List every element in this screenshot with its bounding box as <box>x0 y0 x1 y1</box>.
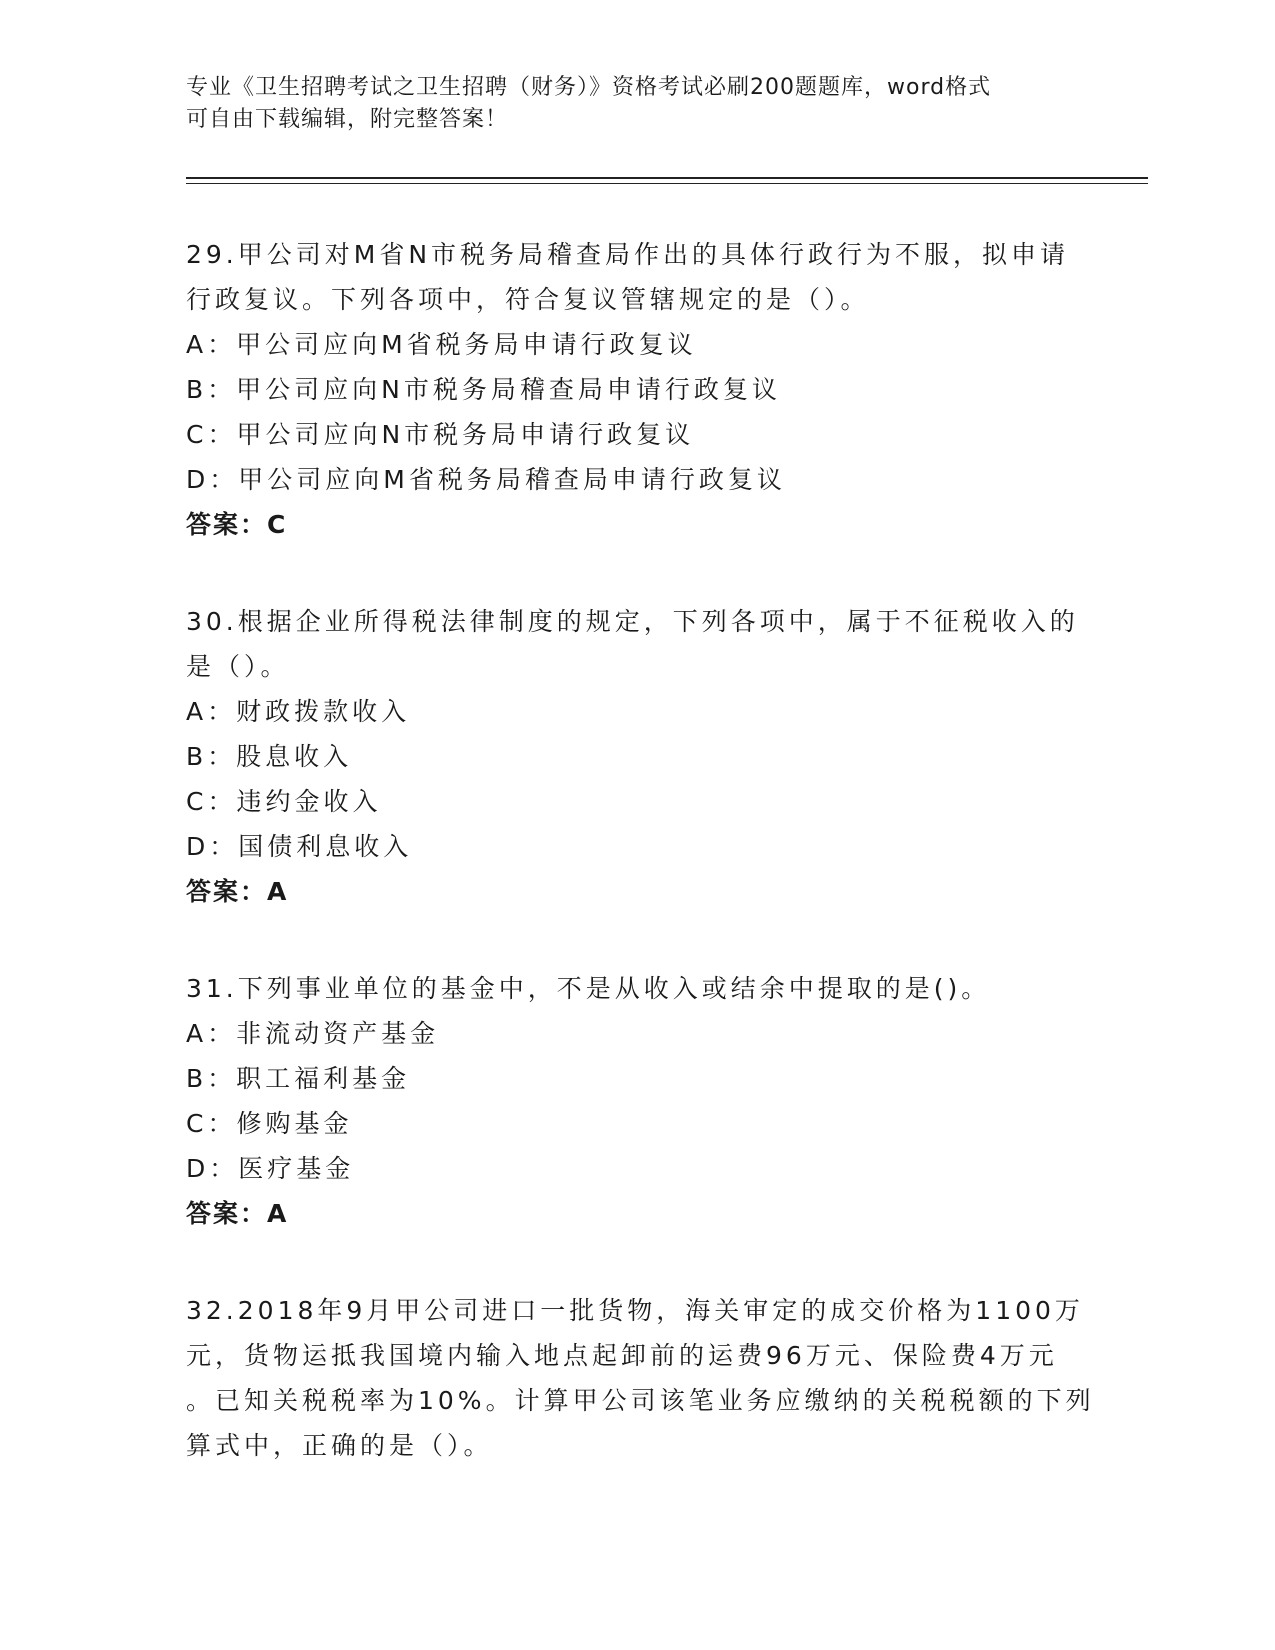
question-29 <box>186 232 1086 547</box>
option-a: A：甲公司应向M省税务局申请行政复议 <box>186 330 697 359</box>
question-text: 算式中，正确的是（）。 <box>186 1431 493 1460</box>
question-text: 31.下列事业单位的基金中，不是从收入或结余中提取的是()。 <box>186 974 991 1003</box>
option-d: D：甲公司应向M省税务局稽查局申请行政复议 <box>186 465 786 494</box>
option-c: C：甲公司应向N市税务局申请行政复议 <box>186 420 695 449</box>
question-text: 29.甲公司对M省N市税务局稽查局作出的具体行政行为不服，拟申请 <box>186 240 1070 269</box>
option-a: A：财政拨款收入 <box>186 697 411 726</box>
answer: 答案：C <box>186 510 288 539</box>
header-line-2: 可自由下载编辑，附完整答案！ <box>186 107 509 132</box>
question-text: 是（）。 <box>186 652 290 681</box>
question-text: 32.2018年9月甲公司进口一批货物，海关审定的成交价格为1100万 <box>186 1296 1084 1325</box>
option-b: B：股息收入 <box>186 742 353 771</box>
answer: 答案：A <box>186 877 289 906</box>
option-d: D：医疗基金 <box>186 1154 355 1183</box>
header-divider-thick <box>186 177 1148 179</box>
question-text: 。已知关税税率为10%。计算甲公司该笔业务应缴纳的关税税额的下列 <box>186 1386 1095 1415</box>
option-c: C：修购基金 <box>186 1109 353 1138</box>
option-d: D：国债利息收入 <box>186 832 413 861</box>
option-a: A：非流动资产基金 <box>186 1019 440 1048</box>
question-text: 元，货物运抵我国境内输入地点起卸前的运费96万元、保险费4万元 <box>186 1341 1058 1370</box>
question-30 <box>186 599 1086 914</box>
question-31 <box>186 966 1086 1236</box>
question-32 <box>186 1288 1095 1468</box>
document-header <box>186 72 1066 136</box>
option-c: C：违约金收入 <box>186 787 382 816</box>
header-line-1: 专业《卫生招聘考试之卫生招聘（财务）》资格考试必刷200题题库，word格式 <box>186 75 992 100</box>
answer: 答案：A <box>186 1199 289 1228</box>
question-text: 30.根据企业所得税法律制度的规定，下列各项中，属于不征税收入的 <box>186 607 1079 636</box>
option-b: B：甲公司应向N市税务局稽查局申请行政复议 <box>186 375 781 404</box>
question-list <box>186 232 1095 1520</box>
header-divider-thin <box>186 183 1148 184</box>
option-b: B：职工福利基金 <box>186 1064 411 1093</box>
question-text: 行政复议。下列各项中，符合复议管辖规定的是（）。 <box>186 285 870 314</box>
